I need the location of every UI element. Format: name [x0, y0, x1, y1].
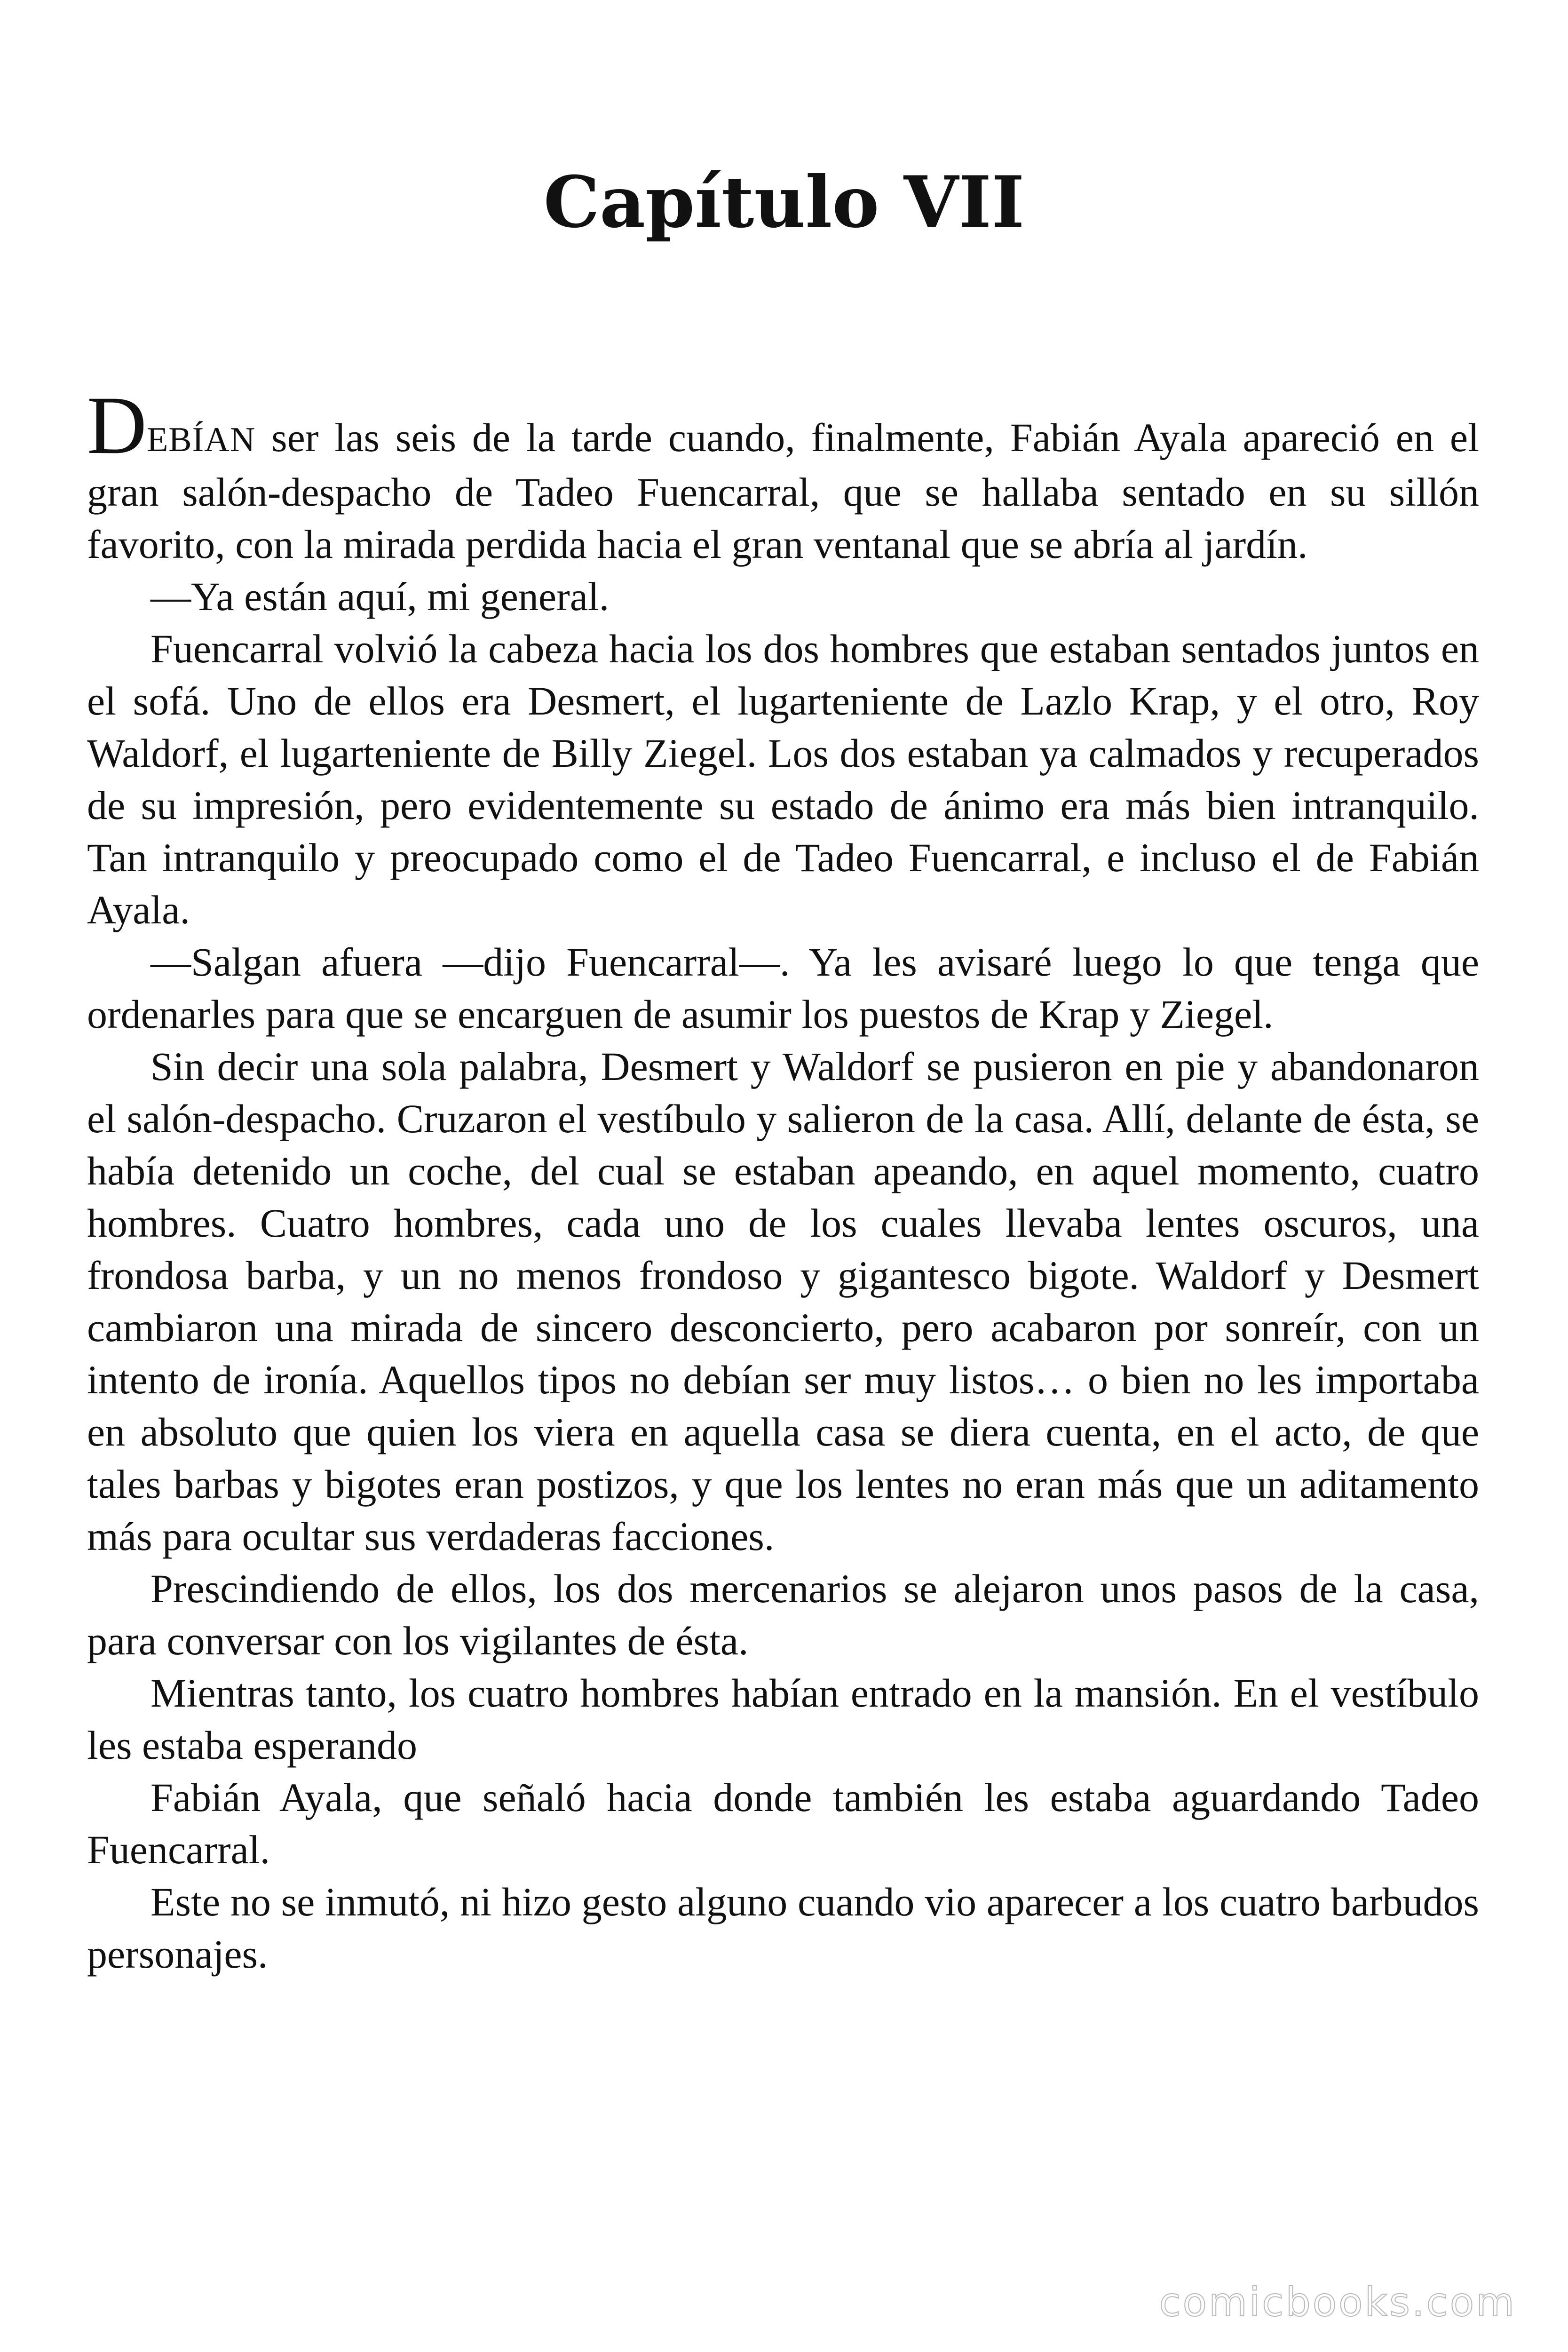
paragraph-6: Prescindiendo de ellos, los dos mercenarios se alejaron unos pasos de la casa, para conversar con los vigilantes de ésta.	[87, 1566, 1479, 1663]
paragraph-5: Sin decir una sola palabra, Desmert y Waldorf se pusieron en pie y abandonaron el salón-despacho. Cruzaron el vestíbulo y salieron de la casa. Allí, delante de ésta, se había detenido un coche, del cual se estaban apeando, en aquel momento, cuatro hombres. Cuatro hombres, cada uno de los cuales llevaba lentes oscuros, una frondosa barba, y un no menos frondoso y gigantesco bigote. Waldorf y Desmert cambiaron una mirada de sincero desconcierto, pero acabaron por sonreír, con un intento de ironía. Aquellos tipos no debían ser muy listos… o bien no les importaba en absoluto que quien los viera en aquella casa se diera cuenta, en el acto, de que tales barbas y bigotes eran postizos, y que los lentes no eran más que un aditamento más para ocultar sus verdaderas facciones.	[87, 1044, 1479, 1559]
paragraph-1-text: ser las seis de la tarde cuando, finalmente, Fabián Ayala apareció en el gran salón-despacho de Tadeo Fuencarral, que se hallaba sentado en su sillón favorito, con la mirada perdida hacia el gran ventanal que se abría al jardín.	[87, 415, 1479, 567]
paragraph-4: —Salgan afuera —dijo Fuencarral—. Ya les avisaré luego lo que tenga que ordenarles para que se encarguen de asumir los puestos de Krap y Ziegel.	[87, 939, 1479, 1037]
paragraph-8: Fabián Ayala, que señaló hacia donde también les estaba aguardando Tadeo Fuencarral.	[87, 1775, 1479, 1872]
paragraph-1	[87, 380, 1479, 571]
drop-cap: D	[87, 380, 147, 471]
chapter-text	[87, 380, 1479, 1980]
paragraph-3: Fuencarral volvió la cabeza hacia los dos hombres que estaban sentados juntos en el sofá. Uno de ellos era Desmert, el lugarteniente de Lazlo Krap, y el otro, Roy Waldorf, el lugarteniente de Billy Ziegel. Los dos estaban ya calmados y recuperados de su impresión, pero evidentemente su estado de ánimo era más bien intranquilo. Tan intranquilo y preocupado como el de Tadeo Fuencarral, e incluso el de Fabián Ayala.	[87, 626, 1479, 932]
chapter-title: Capítulo VII	[543, 161, 1025, 244]
small-caps-word: EBÍAN	[147, 421, 256, 459]
watermark-logo: comicbooks.com	[1159, 2279, 1516, 2325]
paragraph-9: Este no se inmutó, ni hizo gesto alguno cuando vio aparecer a los cuatro barbudos personajes.	[87, 1879, 1479, 1977]
paragraph-7: Mientras tanto, los cuatro hombres habían entrado en la mansión. En el vestíbulo les estaba esperando	[87, 1670, 1479, 1768]
paragraph-2: —Ya están aquí, mi general.	[150, 574, 610, 619]
